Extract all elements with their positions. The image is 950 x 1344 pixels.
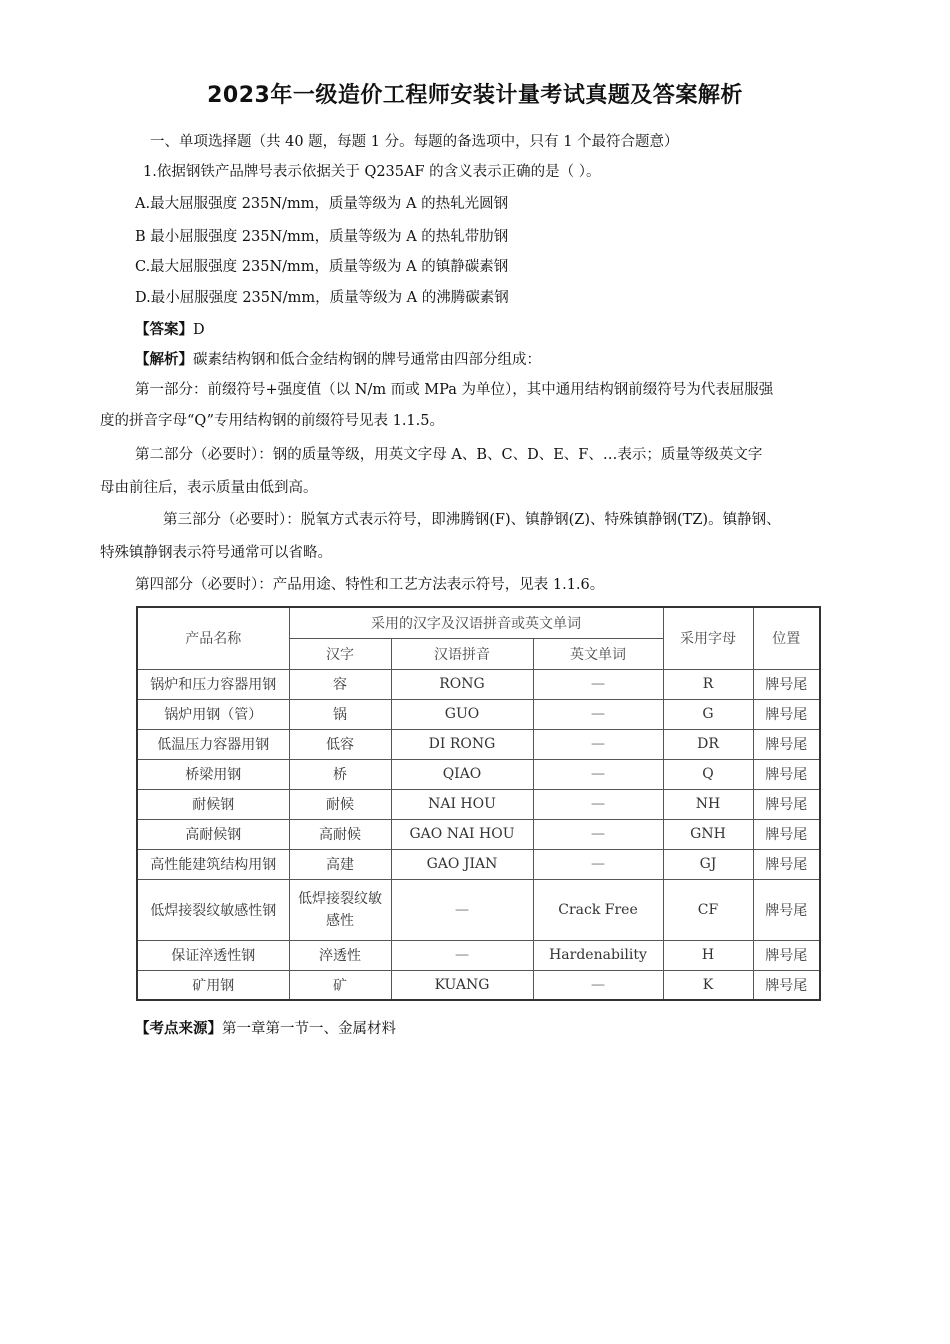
cell-name: 锅炉用钢（管）	[137, 699, 289, 729]
cell-english: —	[533, 849, 663, 879]
table-row	[137, 789, 820, 819]
cell-hanzi: 淬透性	[289, 940, 391, 970]
cell-hanzi: 高建	[289, 849, 391, 879]
cell-english: —	[533, 789, 663, 819]
cell-name: 桥梁用钢	[137, 759, 289, 789]
cell-hanzi: 桥	[289, 759, 391, 789]
cell-hanzi: 矿	[289, 970, 391, 1000]
table-row	[137, 729, 820, 759]
header-product-name: 产品名称	[137, 607, 289, 669]
cell-hanzi: 高耐候	[289, 819, 391, 849]
source-line	[135, 1019, 396, 1039]
header-position: 位置	[753, 607, 820, 669]
cell-position: 牌号尾	[753, 699, 820, 729]
cell-name: 耐候钢	[137, 789, 289, 819]
header-pinyin: 汉语拼音	[391, 638, 533, 669]
cell-name: 保证淬透性钢	[137, 940, 289, 970]
cell-english: —	[533, 669, 663, 699]
cell-hanzi: 容	[289, 669, 391, 699]
table-row	[137, 699, 820, 729]
table-row	[137, 759, 820, 789]
option-d: D.最小屈服强度 235N/mm，质量等级为 A 的沸腾碳素钢	[135, 290, 509, 306]
cell-name: 高耐候钢	[137, 819, 289, 849]
table-row	[137, 669, 820, 699]
header-group: 采用的汉字及汉语拼音或英文单词	[289, 607, 663, 638]
cell-hanzi: 锅	[289, 699, 391, 729]
table-row	[137, 940, 820, 970]
cell-pinyin: NAI HOU	[391, 789, 533, 819]
cell-name: 低焊接裂纹敏感性钢	[137, 879, 289, 940]
cell-english: —	[533, 819, 663, 849]
cell-name: 高性能建筑结构用钢	[137, 849, 289, 879]
cell-hanzi: 低容	[289, 729, 391, 759]
cell-letter: R	[663, 669, 753, 699]
table-row	[137, 849, 820, 879]
answer-label: 【答案】	[135, 322, 193, 338]
cell-hanzi: 低焊接裂纹敏感性	[289, 879, 391, 940]
cell-position: 牌号尾	[753, 669, 820, 699]
cell-letter: DR	[663, 729, 753, 759]
cell-pinyin: KUANG	[391, 970, 533, 1000]
cell-letter: Q	[663, 759, 753, 789]
cell-pinyin: —	[391, 940, 533, 970]
table-row	[137, 819, 820, 849]
part4-line: 第四部分（必要时）：产品用途、特性和工艺方法表示符号，见表 1.1.6。	[135, 577, 605, 593]
option-a: A.最大屈服强度 235N/mm，质量等级为 A 的热轧光圆钢	[135, 196, 509, 212]
cell-pinyin: GAO JIAN	[391, 849, 533, 879]
cell-english: Hardenability	[533, 940, 663, 970]
cell-letter: G	[663, 699, 753, 729]
answer-value: D	[193, 322, 205, 338]
cell-letter: GNH	[663, 819, 753, 849]
part2-line2: 母由前往后，表示质量由低到高。	[100, 480, 318, 496]
part1-line1: 第一部分：前缀符号+强度值（以 N/m 而或 MPa 为单位），其中通用结构钢前缀符号为代表屈服强	[135, 382, 774, 398]
cell-position: 牌号尾	[753, 849, 820, 879]
cell-position: 牌号尾	[753, 879, 820, 940]
source-value: 第一章第一节一、金属材料	[222, 1021, 396, 1037]
part1-line2: 度的拼音字母“Q”专用结构钢的前缀符号见表 1.1.5。	[100, 413, 444, 429]
cell-english: Crack Free	[533, 879, 663, 940]
cell-name: 锅炉和压力容器用钢	[137, 669, 289, 699]
cell-english: —	[533, 699, 663, 729]
cell-pinyin: QIAO	[391, 759, 533, 789]
cell-letter: NH	[663, 789, 753, 819]
steel-symbol-table	[136, 606, 821, 1001]
cell-pinyin: GUO	[391, 699, 533, 729]
cell-letter: K	[663, 970, 753, 1000]
cell-pinyin: RONG	[391, 669, 533, 699]
header-letter: 采用字母	[663, 607, 753, 669]
cell-pinyin: —	[391, 879, 533, 940]
cell-english: —	[533, 759, 663, 789]
part3-line1: 第三部分（必要时）：脱氧方式表示符号，即沸腾钢(F)、镇静钢(Z)、特殊镇静钢(TZ)。镇静钢、	[163, 512, 781, 528]
answer-line	[135, 320, 205, 340]
header-english: 英文单词	[533, 638, 663, 669]
analysis-intro: 碳素结构钢和低合金结构钢的牌号通常由四部分组成：	[193, 352, 541, 368]
cell-english: —	[533, 729, 663, 759]
question-text: 1.依据钢铁产品牌号表示依据关于 Q235AF 的含义表示正确的是（ ）。	[143, 164, 601, 180]
cell-name: 矿用钢	[137, 970, 289, 1000]
header-hanzi: 汉字	[289, 638, 391, 669]
cell-pinyin: DI RONG	[391, 729, 533, 759]
cell-position: 牌号尾	[753, 759, 820, 789]
cell-position: 牌号尾	[753, 729, 820, 759]
cell-position: 牌号尾	[753, 819, 820, 849]
cell-letter: CF	[663, 879, 753, 940]
cell-letter: GJ	[663, 849, 753, 879]
cell-english: —	[533, 970, 663, 1000]
part2-line1: 第二部分（必要时）：钢的质量等级，用英文字母 A、B、C、D、E、F、…表示；质量等级英文字	[135, 447, 763, 463]
analysis-line	[135, 350, 541, 370]
table-row	[137, 970, 820, 1000]
cell-position: 牌号尾	[753, 789, 820, 819]
page-title: 2023年一级造价工程师安装计量考试真题及答案解析	[207, 83, 743, 108]
cell-hanzi: 耐候	[289, 789, 391, 819]
table-row	[137, 879, 820, 940]
option-b: B 最小屈服强度 235N/mm，质量等级为 A 的热轧带肋钢	[135, 229, 509, 245]
cell-position: 牌号尾	[753, 970, 820, 1000]
cell-letter: H	[663, 940, 753, 970]
cell-pinyin: GAO NAI HOU	[391, 819, 533, 849]
part3-line2: 特殊镇静钢表示符号通常可以省略。	[100, 545, 332, 561]
analysis-label: 【解析】	[135, 352, 193, 368]
option-c: C.最大屈服强度 235N/mm，质量等级为 A 的镇静碳素钢	[135, 259, 509, 275]
cell-name: 低温压力容器用钢	[137, 729, 289, 759]
cell-position: 牌号尾	[753, 940, 820, 970]
source-label: 【考点来源】	[135, 1021, 222, 1037]
section-heading: 一、单项选择题（共 40 题，每题 1 分。每题的备选项中，只有 1 个最符合题意）	[150, 134, 679, 150]
